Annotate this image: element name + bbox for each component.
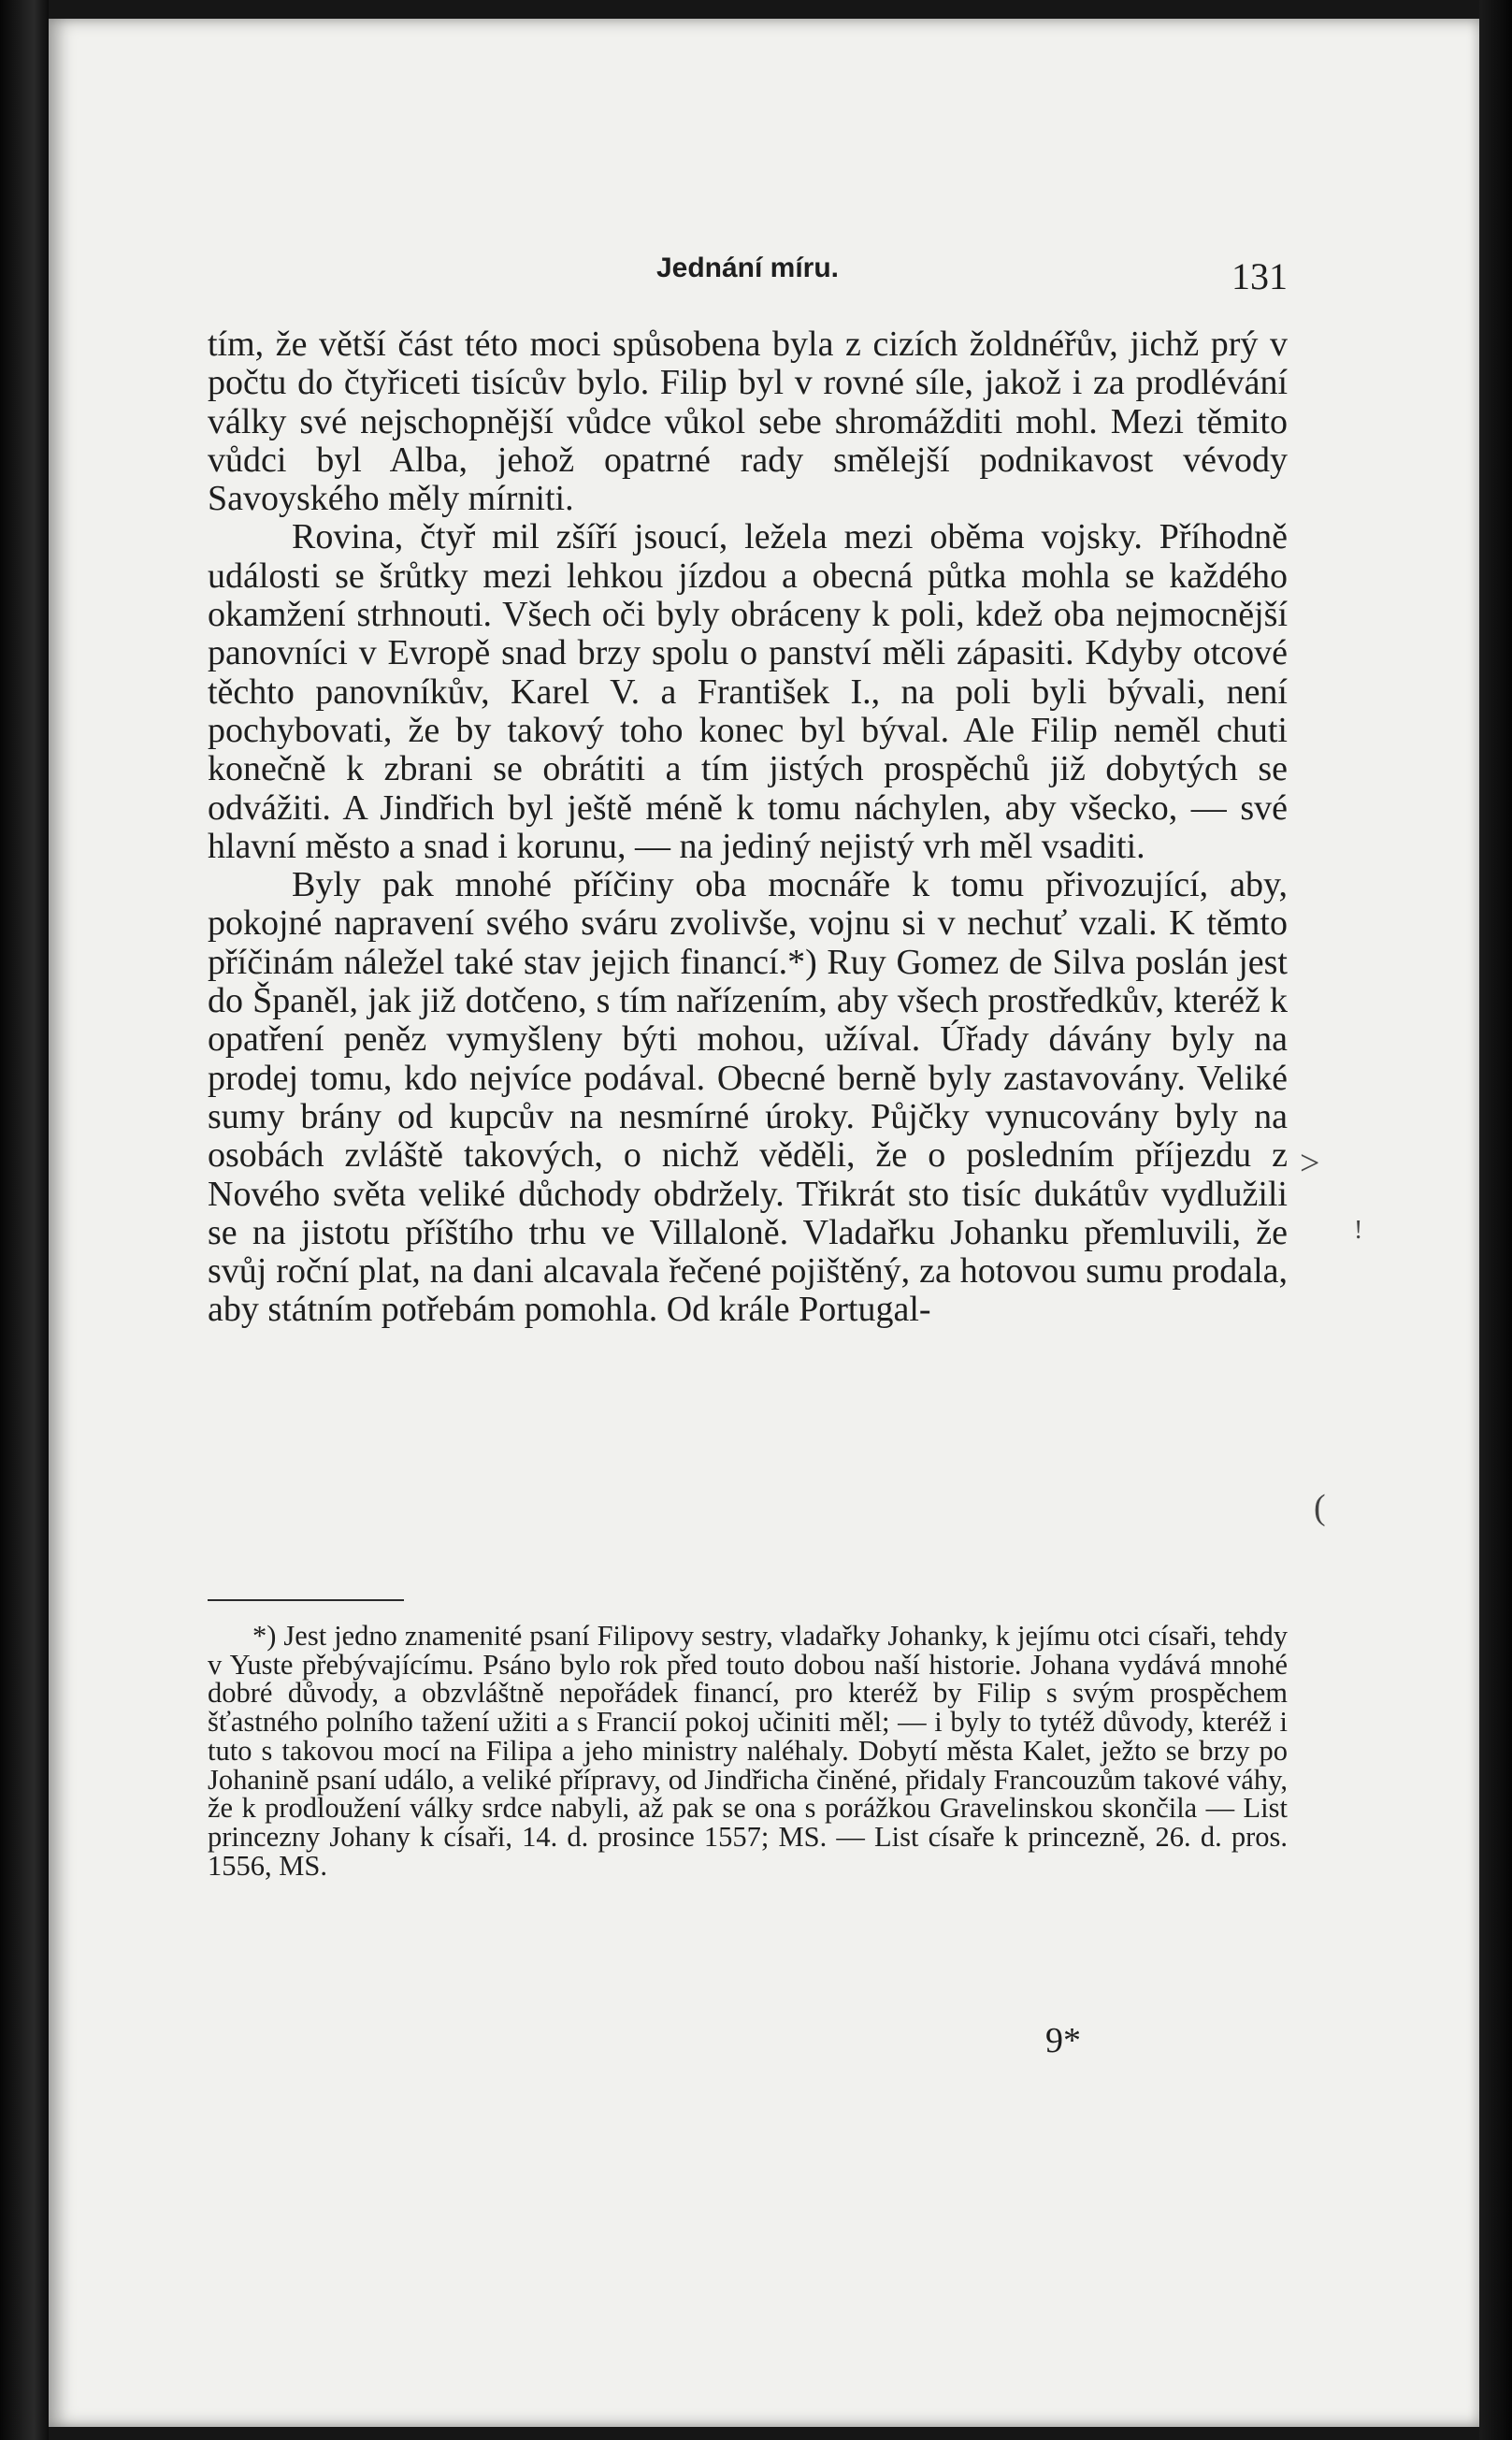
- signature-mark: 9*: [1045, 2021, 1081, 2060]
- paragraph-1: tím, že větší část této moci spůsobena byla z cizích žoldnéřův, jichž prý v počtu do čtyřiceti tisícův bylo. Filip byl v rovné síle, jakož i za prodlévání války své nejschopnější vůdce vůkol sebe shromážditi mohl. Mezi těmito vůdci byl Alba, jehož opatrné rady smělejší podnikavost vévody Savoyského měly mírniti.: [208, 325, 1288, 519]
- running-head: Jednání míru.: [655, 253, 840, 283]
- footnote-marker: *): [252, 1620, 277, 1652]
- margin-mark-paren: (: [1314, 1488, 1326, 1527]
- scan-border: [1479, 0, 1512, 2440]
- page-number: 131: [1231, 255, 1288, 297]
- book-spine-shadow: [0, 0, 49, 2440]
- footnote-text: Jest jedno znamenité psaní Filipovy sestry, vladařky Johanky, k jejímu otci císaři, tehdy v Yuste přebývajícímu. Psáno bylo rok před touto dobou naší historie. Johana vydává mnohé dobré důvody, a obzvláštně nepořádek financí, pro kteréž by Filip s svým prospěchem šťastného polního tažení užiti a s Francií pokoj učiniti měl; — i byly to tytéž důvody, kteréž i tuto s takovou mocí na Filipa a jeho ministry naléhaly. Dobytí města Kalet, ježto se brzy po Johanině psaní událo, a veliké přípravy, od Jindřicha činěné, přidaly Francouzům takové váhy, že k prodloužení války srdce nabyli, až pak se ona s porážkou Gravelinskou skončila — List princezny Johany k císaři, 14. d. prosince 1557; MS. — List císaře k princezně, 26. d. pros. 1556, MS.: [208, 1620, 1289, 1882]
- page-header: [208, 245, 1288, 301]
- footnote-rule: [208, 1599, 404, 1601]
- footnote: [208, 1622, 1288, 1880]
- margin-mark-exclamation: !: [1354, 1216, 1363, 1245]
- paragraph-3: Byly pak mnohé příčiny oba mocnáře k tomu přivozující, aby, pokojné napravení svého sváru zvolivše, vojnu si v nechuť vzali. K těmto příčinám náležel také stav jejich financí.*) Ruy Gomez de Silva poslán jest do Španěl, jak již dotčeno, s tím nařízením, aby všech prostředkův, kteréž k opatření peněz vymyšleny býti mohou, užíval. Úřady dávány byly na prodej tomu, kdo nejvíce podával. Obecné berně byly zastavovány. Veliké sumy brány od kupcův na nesmírné úroky. Půjčky vynucovány byly na osobách zvláště takových, o nichž věděli, že o posledním příjezdu z Nového světa veliké důchody obdržely. Třikrát sto tisíc dukátův vydlužili se na jistotu příštího trhu ve Villaloně. Vladařku Johanku přemluvili, že svůj roční plat, na dani alcavala řečené pojištěný, za hotovou sumu prodala, aby státním potřebám pomohla. Od krále Portugal-: [208, 865, 1288, 1330]
- margin-mark-chevron: >: [1300, 1144, 1320, 1183]
- paragraph-2: Rovina, čtyř mil zšíří jsoucí, ležela mezi oběma vojsky. Příhodně události se šrůtky mezi lehkou jízdou a obecná půtka mohla se každého okamžení strhnouti. Všech oči byly obráceny k poli, kdež oba nejmocnější panovníci v Evropě snad brzy spolu o panství měli zápasiti. Kdyby otcové těchto panovníkův, Karel V. a František I., na poli byli bývali, není pochybovati, že by takový toho konec byl býval. Ale Filip neměl chuti konečně k zbrani se obrátiti a tím jistých prospěchů již dobytých se odvážiti. A Jindřich byl ještě méně k tomu náchylen, aby všecko, — své hlavní město a snad i korunu, — na jediný nejistý vrh měl vsaditi.: [208, 517, 1288, 866]
- body-text: [208, 325, 1288, 1330]
